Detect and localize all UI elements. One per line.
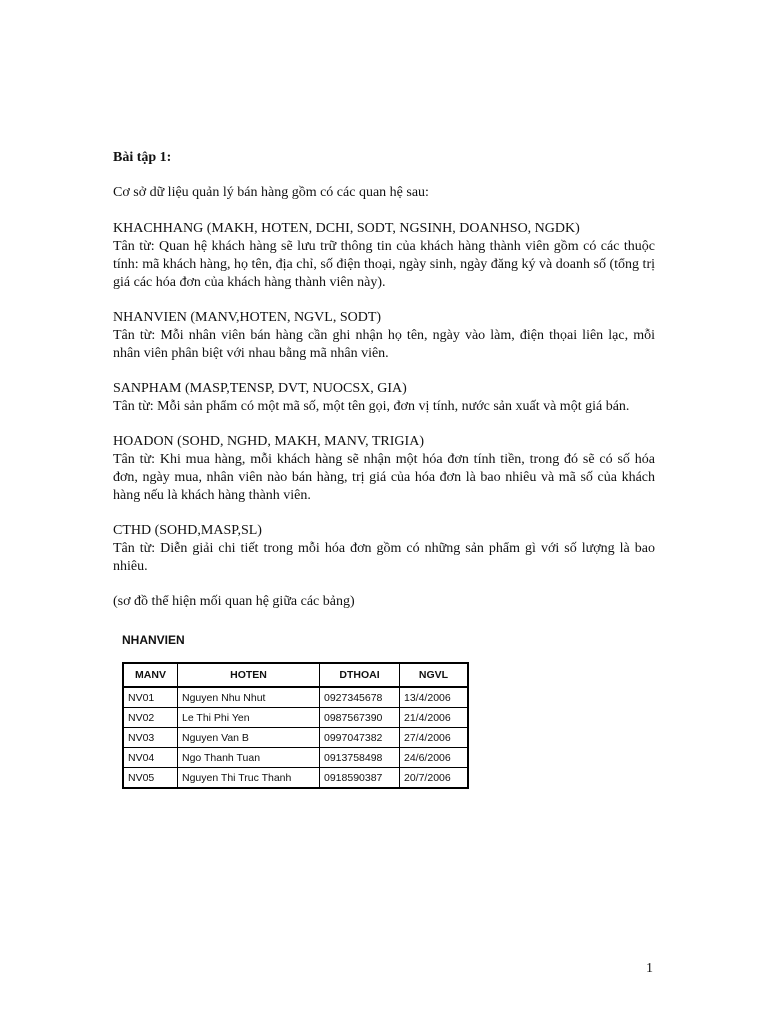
entity-description: Tân từ: Mỗi nhân viên bán hàng cần ghi nhận họ tên, ngày vào làm, điện thọai liên lạc, mỗi nhân viên phân biệt với nhau bằng mã nhân viên.	[113, 328, 655, 361]
column-header-manv: MANV	[123, 663, 178, 687]
table-cell: 0987567390	[320, 708, 400, 728]
table-cell: NV02	[123, 708, 178, 728]
column-header-dthoai: DTHOAI	[320, 663, 400, 687]
entity-block-hoadon	[113, 433, 655, 505]
table-row	[123, 687, 468, 708]
table-cell: 13/4/2006	[400, 687, 469, 708]
table-cell: 27/4/2006	[400, 728, 469, 748]
entity-description: Tân từ: Quan hệ khách hàng sẽ lưu trữ thông tin của khách hàng thành viên gồm có các thuộc tính: mã khách hàng, họ tên, địa chỉ, số điện thoại, ngày sinh, ngày đăng ký và doanh số (tổng trị giá các hóa đơn của khách hàng thành viên này).	[113, 239, 655, 290]
entity-schema: CTHD (SOHD,MASP,SL)	[113, 523, 262, 538]
table-cell: NV03	[123, 728, 178, 748]
table-header-row	[123, 663, 468, 687]
entity-block-sanpham	[113, 380, 655, 416]
entity-description: Tân từ: Mỗi sản phẩm có một mã số, một tên gọi, đơn vị tính, nước sản xuất và một giá bán.	[113, 399, 630, 414]
nhanvien-table-block	[122, 632, 469, 789]
table-cell: NV01	[123, 687, 178, 708]
entity-block-cthd	[113, 522, 655, 576]
table-cell: NV04	[123, 748, 178, 768]
table-cell: Ngo Thanh Tuan	[178, 748, 320, 768]
table-cell: 0918590387	[320, 768, 400, 789]
entity-block-khachhang	[113, 220, 655, 292]
document-body	[113, 149, 655, 611]
exercise-title: Bài tập 1:	[113, 150, 172, 165]
column-header-hoten: HOTEN	[178, 663, 320, 687]
entity-description: Tân từ: Diễn giải chi tiết trong mỗi hóa đơn gồm có những sản phẩm gì với số lượng là bao nhiêu.	[113, 541, 655, 574]
diagram-note: (sơ đồ thể hiện mối quan hệ giữa các bảng)	[113, 594, 355, 609]
nhanvien-table	[122, 662, 469, 789]
table-cell: Nguyen Nhu Nhut	[178, 687, 320, 708]
entity-description: Tân từ: Khi mua hàng, mỗi khách hàng sẽ nhận một hóa đơn tính tiền, trong đó sẽ có số hóa đơn, ngày mua, nhân viên nào bán hàng, trị giá của hóa đơn là bao nhiêu và mã số của khách hàng nếu là khách hàng thành viên.	[113, 452, 655, 503]
page-number: 1	[646, 961, 653, 976]
table-row	[123, 768, 468, 789]
intro-paragraph: Cơ sở dữ liệu quản lý bán hàng gồm có các quan hệ sau:	[113, 185, 429, 200]
table-cell: 24/6/2006	[400, 748, 469, 768]
table-cell: 20/7/2006	[400, 768, 469, 789]
table-row	[123, 748, 468, 768]
table-row	[123, 728, 468, 748]
table-cell: Nguyen Thi Truc Thanh	[178, 768, 320, 789]
entity-schema: SANPHAM (MASP,TENSP, DVT, NUOCSX, GIA)	[113, 381, 407, 396]
entity-block-nhanvien	[113, 309, 655, 363]
table-cell: Nguyen Van B	[178, 728, 320, 748]
column-header-ngvl: NGVL	[400, 663, 469, 687]
table-cell: 0927345678	[320, 687, 400, 708]
table-row	[123, 708, 468, 728]
entity-schema: NHANVIEN (MANV,HOTEN, NGVL, SODT)	[113, 310, 382, 325]
table-cell: 0997047382	[320, 728, 400, 748]
table-cell: 0913758498	[320, 748, 400, 768]
table-cell: Le Thi Phi Yen	[178, 708, 320, 728]
table-cell: NV05	[123, 768, 178, 789]
table-cell: 21/4/2006	[400, 708, 469, 728]
entity-schema: KHACHHANG (MAKH, HOTEN, DCHI, SODT, NGSINH, DOANHSO, NGDK)	[113, 221, 580, 236]
entity-schema: HOADON (SOHD, NGHD, MAKH, MANV, TRIGIA)	[113, 434, 424, 449]
table-caption: NHANVIEN	[122, 633, 185, 647]
